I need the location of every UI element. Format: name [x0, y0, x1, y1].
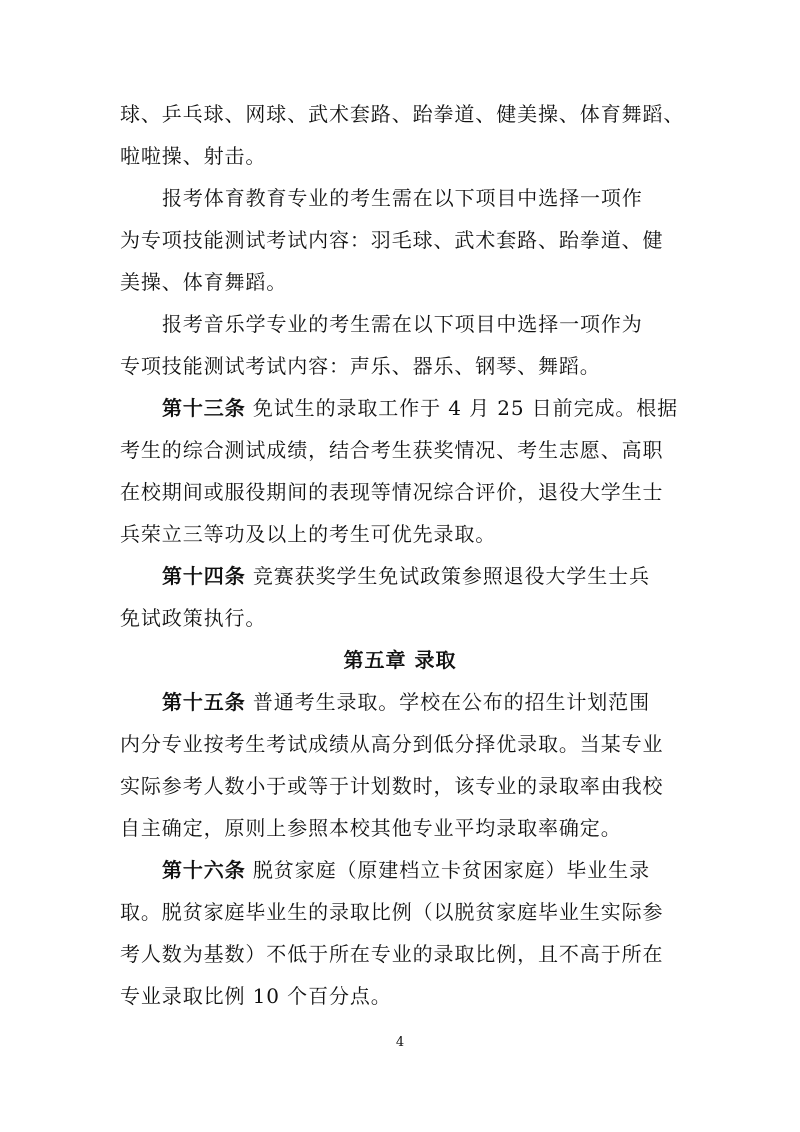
article-16-first-line — [162, 852, 722, 888]
paragraph-line: 兵荣立三等功及以上的考生可优先录取。 — [120, 522, 497, 546]
article-text: 脱贫家庭（原建档立卡贫困家庭）毕业生录 — [252, 858, 650, 882]
paragraph-line: 实际参考人数小于或等于计划数时，该专业的录取率由我校 — [120, 774, 664, 798]
article-label: 第十五条 — [162, 690, 246, 714]
article-text: 普通考生录取。学校在公布的招生计划范围 — [252, 690, 650, 714]
article-text: 竞赛获奖学生免试政策参照退役大学生士兵 — [252, 564, 650, 588]
paragraph-line: 为专项技能测试考试内容：羽毛球、武术套路、跆拳道、健 — [120, 228, 664, 252]
paragraph-line: 球、乒乓球、网球、武术套路、跆拳道、健美操、体育舞蹈、 — [120, 102, 685, 126]
paragraph-line: 专项技能测试考试内容：声乐、器乐、钢琴、舞蹈。 — [120, 354, 601, 378]
paragraph-line: 取。脱贫家庭毕业生的录取比例（以脱贫家庭毕业生实际参 — [120, 900, 664, 924]
paragraph-line: 报考音乐学专业的考生需在以下项目中选择一项作为 — [162, 312, 643, 336]
chapter-heading: 第五章 录取 — [343, 648, 457, 672]
paragraph-line: 啦啦操、射击。 — [120, 144, 267, 168]
paragraph-line: 免试政策执行。 — [120, 606, 267, 630]
paragraph-line: 考生的综合测试成绩，结合考生获奖情况、考生志愿、高职 — [120, 438, 664, 462]
article-label: 第十四条 — [162, 564, 246, 588]
article-label: 第十三条 — [162, 396, 246, 420]
article-text: 免试生的录取工作于 4 月 25 日前完成。根据 — [252, 396, 679, 420]
paragraph-line: 考人数为基数）不低于所在专业的录取比例，且不高于所在 — [120, 942, 664, 966]
paragraph-line: 报考体育教育专业的考生需在以下项目中选择一项作 — [162, 186, 643, 210]
paragraph-line: 自主确定，原则上参照本校其他专业平均录取率确定。 — [120, 816, 622, 840]
article-14-first-line — [162, 558, 722, 594]
paragraph-line: 内分专业按考生考试成绩从高分到低分择优录取。当某专业 — [120, 732, 664, 756]
page-number: 4 — [395, 1035, 405, 1050]
paragraph-line: 在校期间或服役期间的表现等情况综合评价，退役大学生士 — [120, 480, 664, 504]
article-15-first-line — [162, 684, 722, 720]
article-13-first-line — [162, 390, 722, 426]
paragraph-line: 美操、体育舞蹈。 — [120, 270, 288, 294]
article-label: 第十六条 — [162, 858, 246, 882]
paragraph-line: 专业录取比例 10 个百分点。 — [120, 984, 392, 1008]
